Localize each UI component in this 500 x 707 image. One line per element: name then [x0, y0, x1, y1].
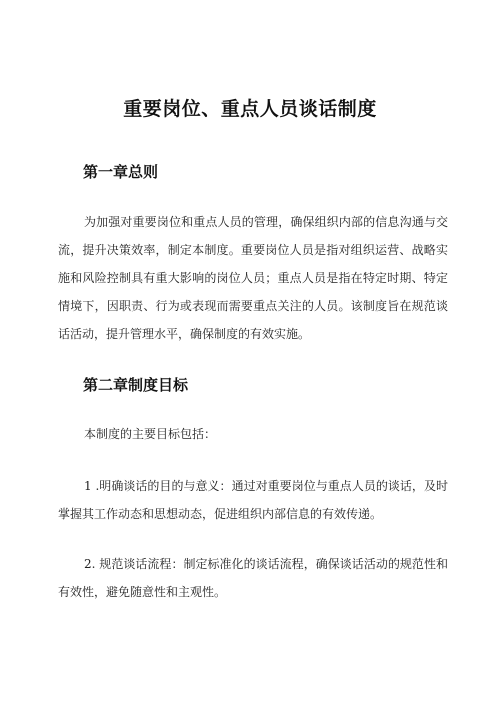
goal-item-1: 1 .明确谈话的目的与意义：通过对重要岗位与重点人员的谈话，及时掌握其工作动态和思想动态，促进组织内部信息的有效传递。 — [58, 479, 448, 521]
chapter-1-paragraph: 为加强对重要岗位和重点人员的管理，确保组织内部的信息沟通与交流，提升决策效率，制定本制度。重要岗位人员是指对组织运营、战略实施和风险控制具有重大影响的岗位人员；重点人员是指在特定时期、特定情境下，因职责、行为或表现而需要重点关注的人员。该制度旨在规范谈话活动，提升管理水平，确保制度的有效实施。 — [58, 215, 448, 341]
chapter-2-heading: 第二章制度目标 — [83, 376, 189, 394]
goal-item-2: 2. 规范谈话流程：制定标准化的谈话流程，确保谈话活动的规范性和有效性，避免随意性和主观性。 — [58, 557, 448, 599]
chapter-1-heading: 第一章总则 — [83, 163, 159, 181]
document-title: 重要岗位、重点人员谈话制度 — [123, 98, 377, 120]
chapter-2-intro: 本制度的主要目标包括： — [84, 427, 217, 441]
